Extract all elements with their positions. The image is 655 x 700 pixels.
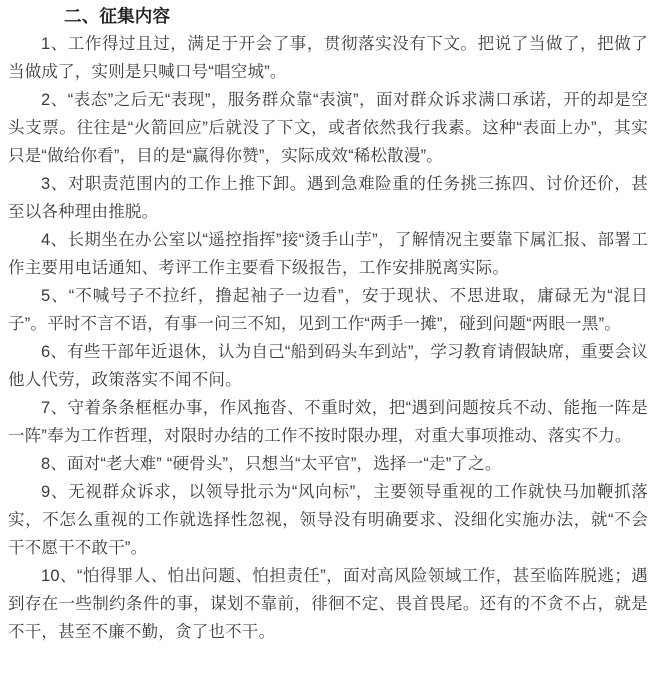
paragraph-10: 10、“怕得罪人、怕出问题、怕担责任”，面对高风险领域工作，甚至临阵脱逃；遇到存在一些制约条件的事，谋划不靠前，徘徊不定、畏首畏尾。还有的不贪不占，就是不干，甚至不廉不勤，贪了也不干。 bbox=[8, 567, 648, 641]
paragraph-3: 3、对职责范围内的工作上推下卸。遇到急难险重的任务挑三拣四、讨价还价，甚至以各种理由推脱。 bbox=[8, 175, 648, 221]
paragraph-2: 2、“表态”之后无“表现”，服务群众靠“表演”，面对群众诉求满口承诺，开的却是空头支票。往往是“火箭回应”后就没了下文，或者依然我行我素。这种“表面上办”，其实只是“做给你看”，目的是“赢得你赞”，实际成效“稀松散漫”。 bbox=[8, 91, 648, 165]
paragraph-6: 6、有些干部年近退休，认为自己“船到码头车到站”，学习教育请假缺席，重要会议他人代劳，政策落实不闻不问。 bbox=[8, 343, 648, 389]
paragraph-7: 7、守着条条框框办事，作风拖沓、不重时效，把“遇到问题按兵不动、能拖一阵是一阵”奉为工作哲理，对限时办结的工作不按时限办理，对重大事项推动、落实不力。 bbox=[8, 399, 648, 445]
paragraph-4: 4、长期坐在办公室以“遥控指挥”接“烫手山芋”，了解情况主要靠下属汇报、部署工作主要用电话通知、考评工作主要看下级报告，工作安排脱离实际。 bbox=[8, 231, 648, 277]
paragraph-1: 1、工作得过且过，满足于开会了事，贯彻落实没有下文。把说了当做了，把做了当做成了，实则是只喊口号“唱空城”。 bbox=[8, 35, 648, 81]
paragraph-9: 9、无视群众诉求，以领导批示为“风向标”，主要领导重视的工作就快马加鞭抓落实，不怎么重视的工作就选择性忽视，领导没有明确要求、没细化实施办法，就“不会干不愿干不敢干”。 bbox=[8, 483, 648, 557]
paragraph-5: 5、“不喊号子不拉纤，撸起袖子一边看”，安于现状、不思进取，庸碌无为“混日子”。平时不言不语，有事一问三不知，见到工作“两手一摊”，碰到问题“两眼一黑”。 bbox=[8, 287, 648, 333]
paragraph-8: 8、面对“老大难” “硬骨头”，只想当“太平官”，选择一“走”了之。 bbox=[41, 455, 502, 473]
section-heading: 二、征集内容 bbox=[64, 6, 171, 26]
